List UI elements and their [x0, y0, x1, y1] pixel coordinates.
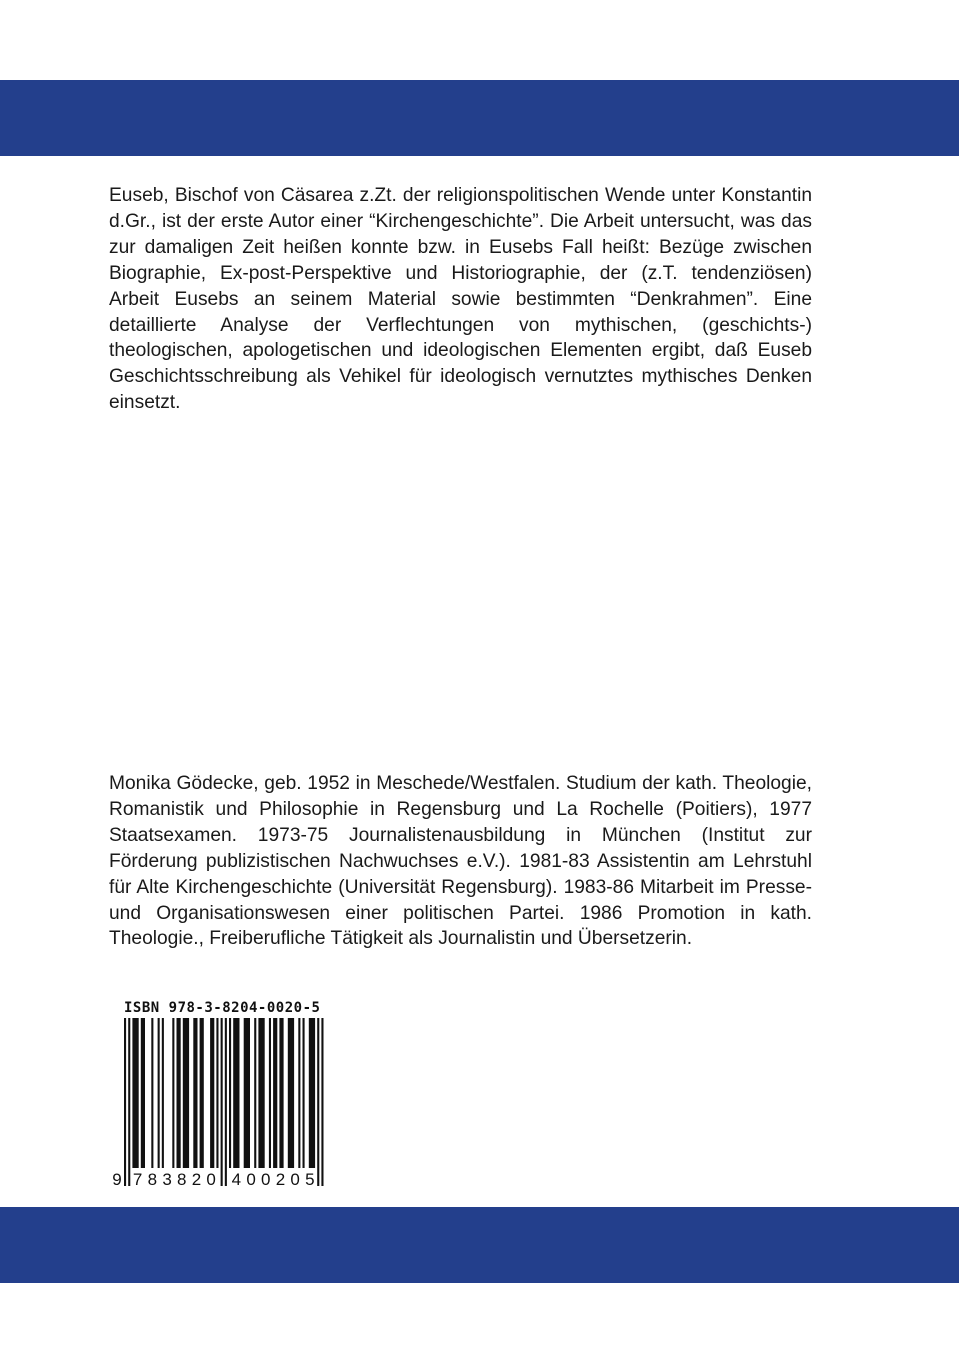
ean13-barcode — [112, 1018, 332, 1190]
author-bio-text: Monika Gödecke, geb. 1952 in Meschede/Westfalen. Studium der kath. Theologie, Romanistik und Philosophie in Regensburg und La Rochelle (Poitiers), 1977 Staatsexamen. 1973-75 Journalistenausbildung in München (Institut zur Förderung publizistischen Nachwuchses e.V.). 1981-83 Assistentin am Lehrstuhl für Alte Kirchengeschichte (Universität Regensburg). 1983-86 Mitarbeit im Presse- und Organisationswesen einer politischen Partei. 1986 Promotion in kath. Theologie., Freiberufliche Tätigkeit als Journalistin und Übersetzerin. — [109, 773, 812, 950]
barcode-bar — [244, 1018, 250, 1168]
barcode-bar — [317, 1018, 319, 1186]
barcode-bar — [177, 1018, 181, 1168]
barcode-digit: 9 — [112, 1170, 122, 1189]
barcode-bar — [273, 1018, 277, 1168]
barcode-bar — [216, 1018, 218, 1168]
barcode-bar — [258, 1018, 264, 1168]
barcode-bar — [124, 1018, 126, 1186]
barcode-bar — [303, 1018, 305, 1168]
barcode-digit: 7 — [132, 1170, 143, 1189]
barcode-bars — [124, 1018, 324, 1186]
barcode-bar — [229, 1018, 231, 1168]
barcode-digit: 3 — [162, 1170, 172, 1189]
barcode-bar — [254, 1018, 256, 1168]
barcode-bar — [221, 1018, 223, 1186]
barcode-bar — [132, 1018, 138, 1168]
barcode-bar — [183, 1018, 189, 1168]
barcode-bar — [151, 1018, 153, 1168]
barcode-bar — [269, 1018, 271, 1168]
barcode-bar — [200, 1018, 204, 1168]
barcode-digit: 0 — [246, 1170, 256, 1189]
barcode-digit: 8 — [177, 1170, 187, 1189]
barcode-digit: 4 — [231, 1170, 242, 1189]
barcode-bar — [288, 1018, 294, 1168]
barcode-bar — [309, 1018, 315, 1168]
barcode-bar — [279, 1018, 283, 1168]
barcode-bar — [225, 1018, 227, 1186]
barcode-digit: 8 — [147, 1170, 158, 1189]
abstract-text: Euseb, Bischof von Cäsarea z.Zt. der religionspolitischen Wende unter Konstantin d.Gr., ist der erste Autor einer “Kirchengeschichte”. Die Arbeit untersucht, was das zur damaligen Zeit heißen konnte bzw. in Eusebs Fall heißt: Bezüge zwischen Biographie, Ex-post-Perspektive und Historiographie, der (z.T. tendenziösen) Arbeit Eusebs an seinem Material sowie bestimmten “Denkrahmen”. Eine detaillierte Analyse der Verflechtungen von mythischen, (geschichts-) theologischen, apologetischen und ideologischen Elementen ergibt, daß Euseb Geschichtsschreibung als Vehikel für ideologisch vernutztes mythisches Denken einsetzt. — [109, 185, 812, 414]
barcode-bar — [141, 1018, 145, 1168]
barcode-bar — [172, 1018, 174, 1168]
barcode-bar — [193, 1018, 197, 1168]
barcode-digit: 2 — [275, 1170, 286, 1189]
barcode-bar — [298, 1018, 300, 1168]
isbn-label: ISBN 978-3-8204-0020-5 — [124, 1000, 321, 1016]
barcode-bar — [162, 1018, 164, 1168]
barcode-bar — [321, 1018, 323, 1186]
barcode-bar — [158, 1018, 160, 1168]
barcode-digits — [112, 1170, 314, 1189]
barcode-bar — [210, 1018, 214, 1168]
bottom-color-band — [0, 1207, 959, 1283]
top-color-band — [0, 80, 959, 156]
barcode-digit: 0 — [206, 1170, 216, 1189]
barcode-digit: 5 — [305, 1170, 315, 1189]
barcode-digit: 0 — [261, 1170, 271, 1189]
barcode-digit: 0 — [290, 1170, 300, 1189]
barcode-bar — [128, 1018, 130, 1186]
barcode-bar — [233, 1018, 239, 1168]
barcode-digit: 2 — [191, 1170, 202, 1189]
